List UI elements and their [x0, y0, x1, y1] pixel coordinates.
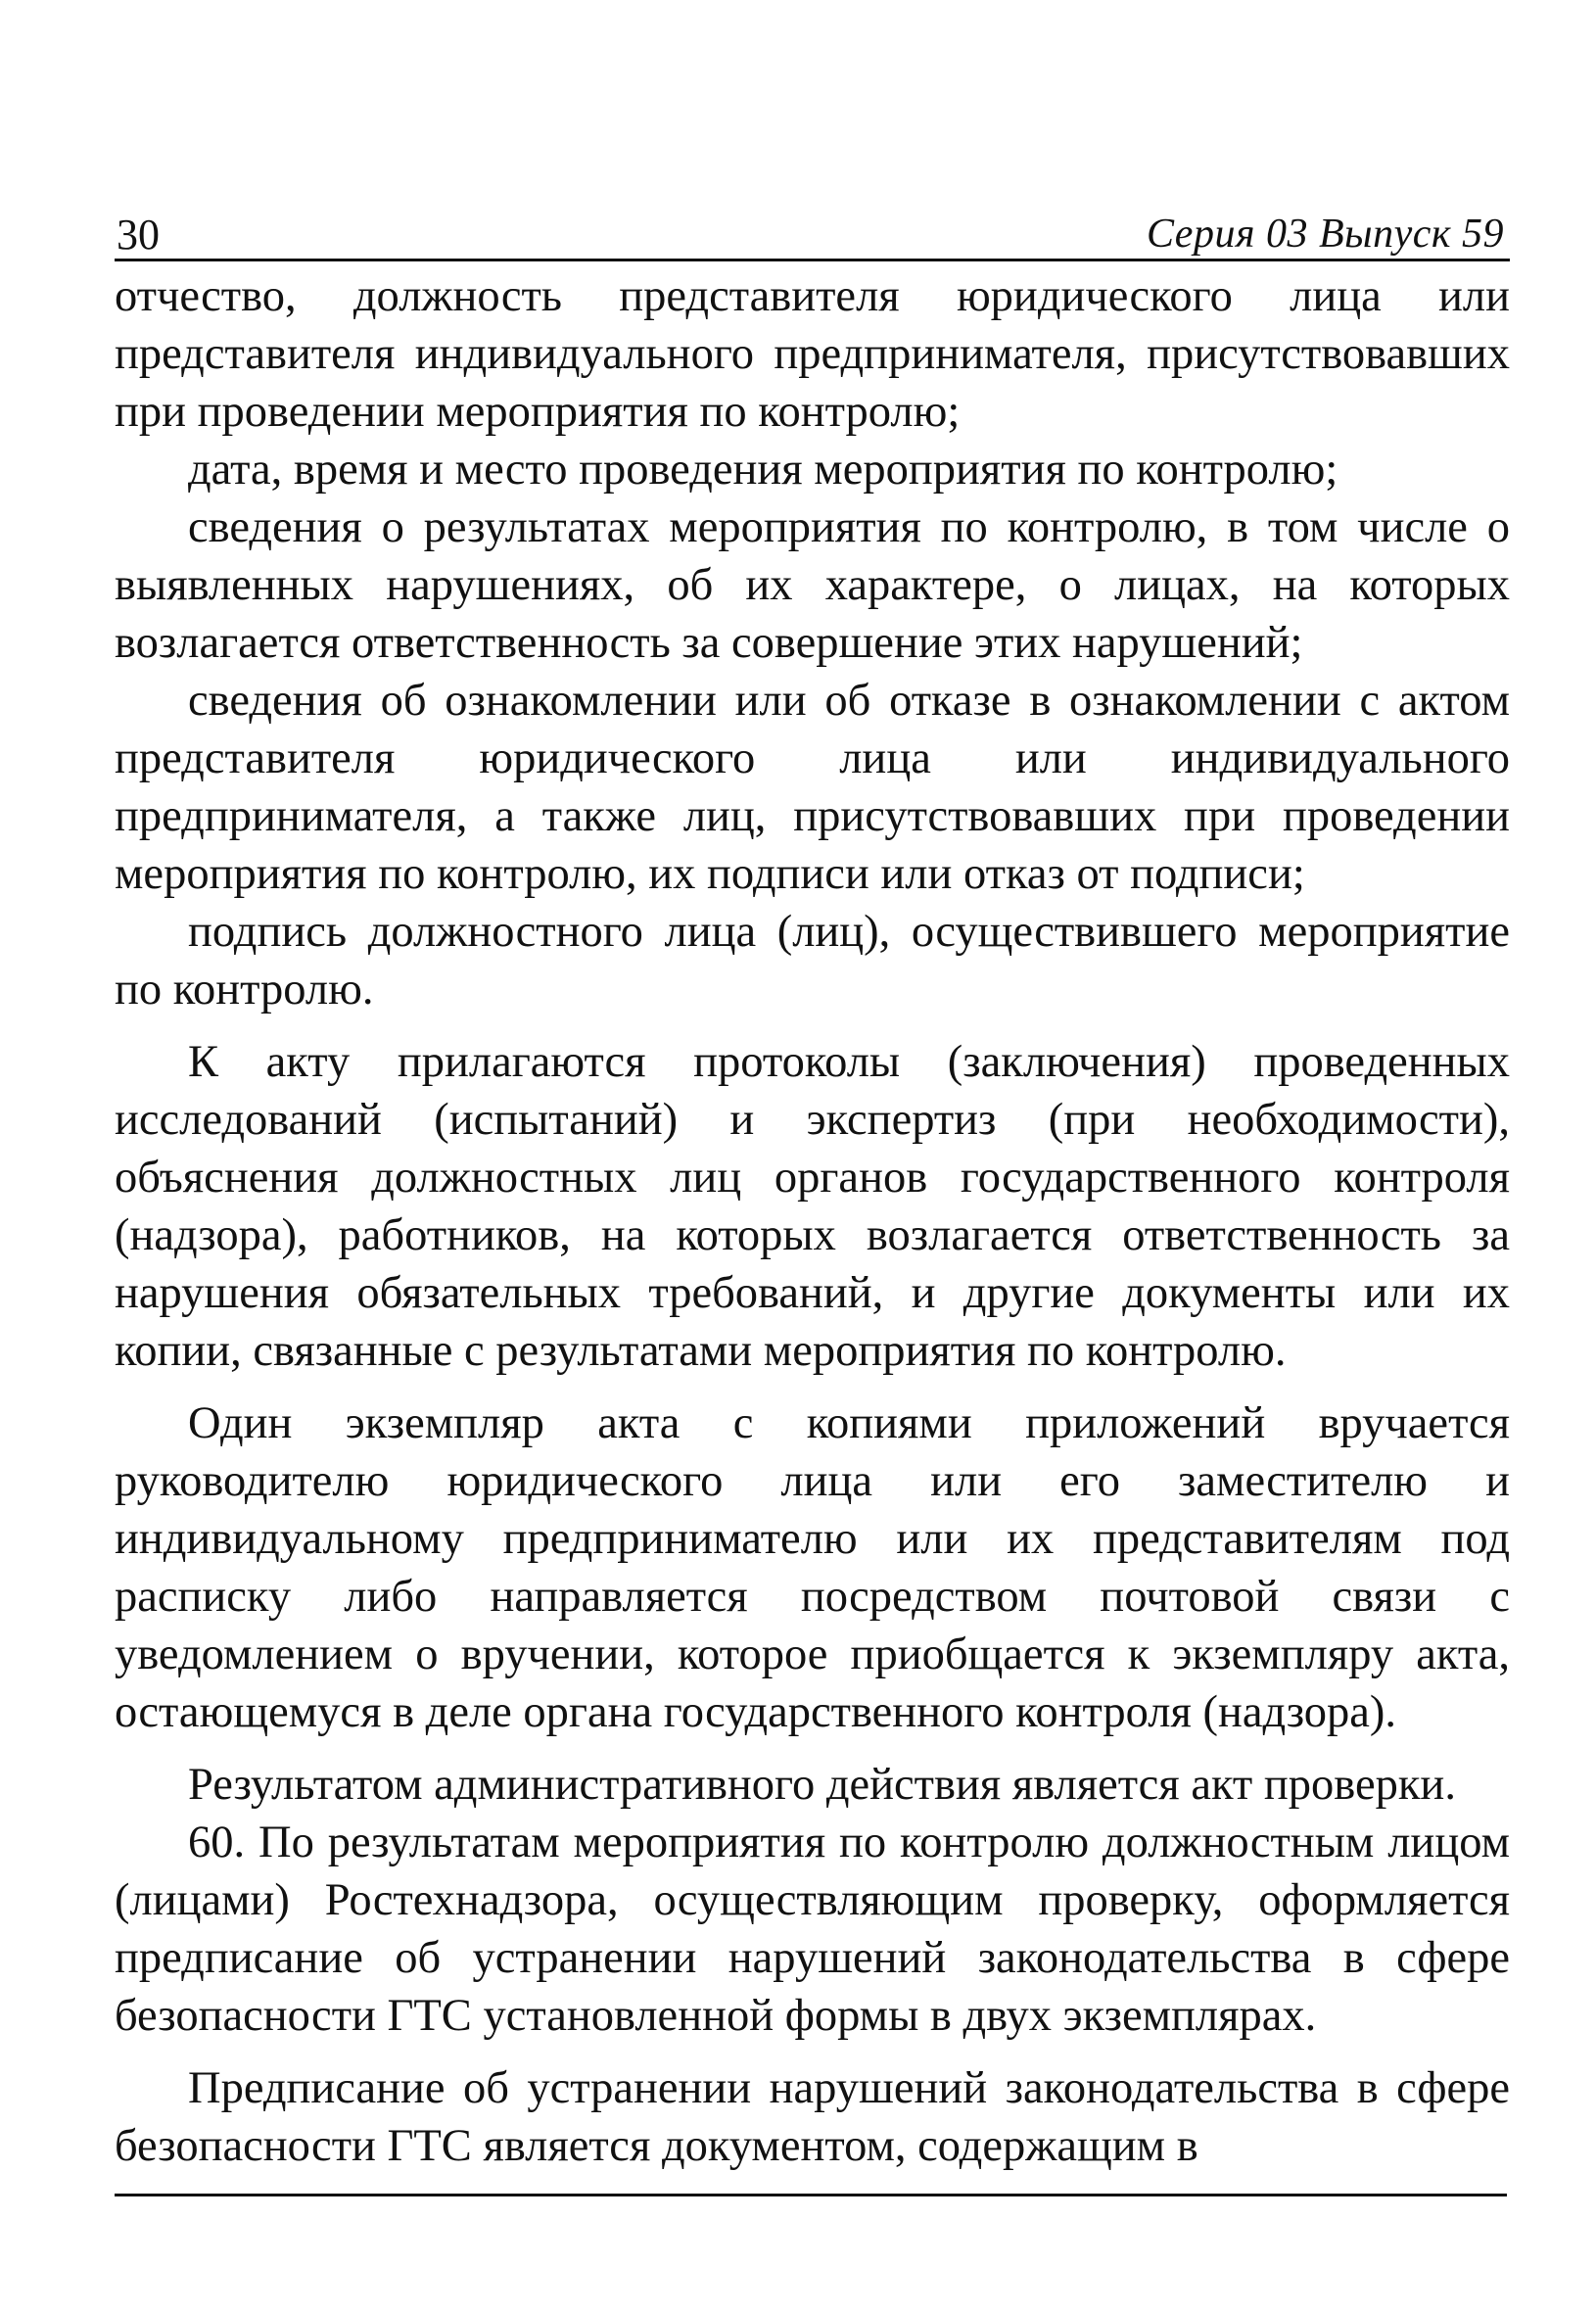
paragraph-6: К акту прилагаются протоколы (заключения) проведенных исследований (испытаний) и экспертиз (при необходимости), объяснения должностных лиц органов государственного контроля (надзора), работников, на которых возлагается ответственность за нарушения обязательных требований, и другие документы или их копии, связанные с результатами мероприятия по контролю. [115, 1037, 1510, 1376]
document-page [115, 196, 1510, 2175]
paragraph-10: Предписание об устранении нарушений законодательства в сфере безопасности ГТС является документом, содержащим в [115, 2063, 1510, 2171]
page-header [115, 196, 1510, 261]
body-text [115, 267, 1510, 2175]
paragraph-7: Один экземпляр акта с копиями приложений вручается руководителю юридического лица или его заместителю и индивидуальному предпринимателю или их представителям под расписку либо направляется посредством почтовой связи с уведомлением о вручении, которое приобщается к экземпляру акта, остающемуся в деле органа государственного контроля (надзора). [115, 1398, 1510, 1737]
paragraph-5: подпись должностного лица (лиц), осуществившего мероприятие по контролю. [115, 907, 1510, 1015]
paragraph-1: отчество, должность представителя юридического лица или представителя индивидуального предпринимателя, присутствовавших при проведении мероприятия по контролю; [115, 271, 1510, 437]
paragraph-2: дата, время и место проведения мероприятия по контролю; [188, 445, 1338, 495]
paragraph-9: 60. По результатам мероприятия по контролю должностным лицом (лицами) Ростехнадзора, осуществляющим проверку, оформляется предписание об устранении нарушений законодательства в сфере безопасности ГТС установленной формы в двух экземплярах. [115, 1818, 1510, 2041]
paragraph-3: сведения о результатах мероприятия по контролю, в том числе о выявленных нарушениях, об их характере, о лицах, на которых возлагается ответственность за совершение этих нарушений; [115, 502, 1510, 668]
footer-rule [115, 2194, 1507, 2196]
paragraph-8: Результатом административного действия является акт проверки. [188, 1760, 1456, 1810]
running-title: Серия 03 Выпуск 59 [1147, 212, 1504, 257]
paragraph-4: сведения об ознакомлении или об отказе в ознакомлении с актом представителя юридического лица или индивидуального предпринимателя, а также лиц, присутствовавших при проведении мероприятия по контролю, их подписи или отказ от подписи; [115, 676, 1510, 899]
page-number: 30 [117, 211, 160, 259]
